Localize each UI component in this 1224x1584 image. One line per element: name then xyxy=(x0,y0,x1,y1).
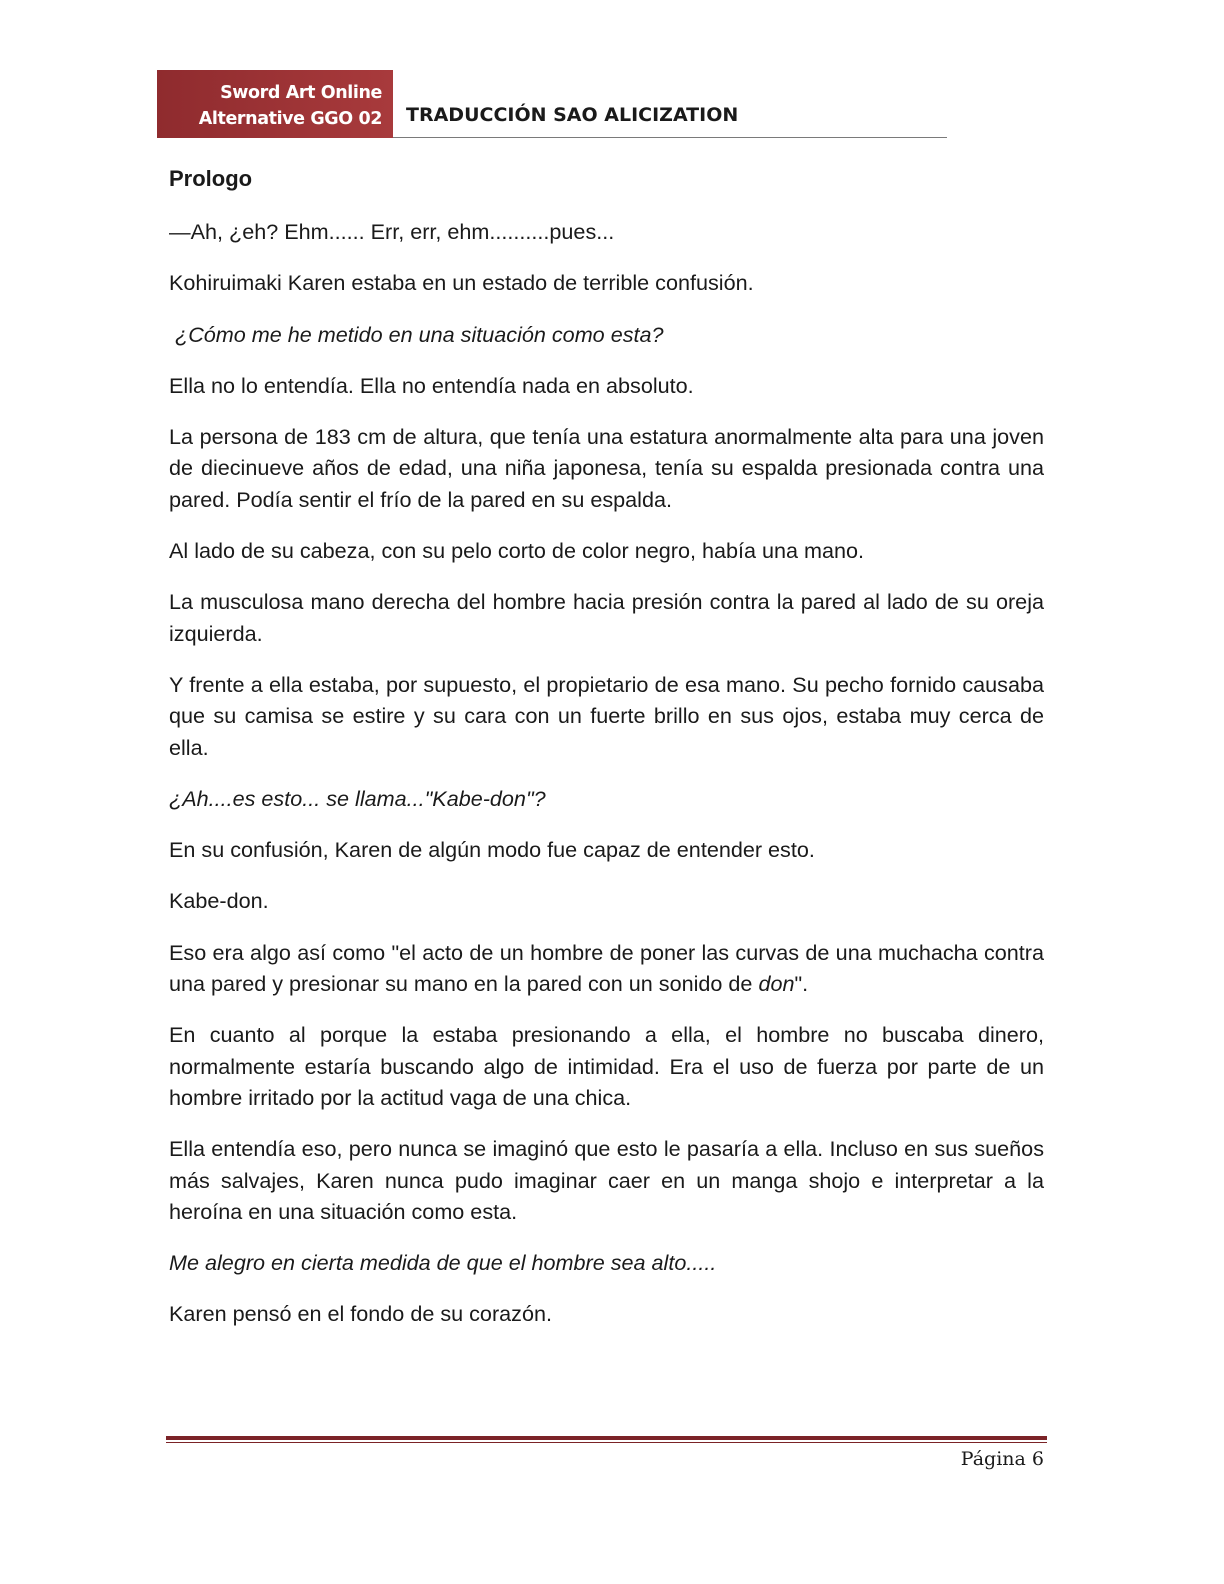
header-title: TRADUCCIÓN SAO ALICIZATION xyxy=(406,104,739,126)
paragraph: Ella no lo entendía. Ella no entendía nada en absoluto. xyxy=(169,372,694,398)
paragraph: Al lado de su cabeza, con su pelo corto de color negro, había una mano. xyxy=(169,538,865,564)
paragraph-emphasis: don xyxy=(758,971,795,997)
footer-rule-thick xyxy=(166,1436,1047,1440)
paragraph-thought: ¿Ah....es esto... se llama..."Kabe-don"? xyxy=(169,785,546,811)
series-label-line1: Sword Art Online xyxy=(220,83,382,103)
paragraph: Kabe-don. xyxy=(169,888,269,914)
series-label-box xyxy=(157,70,393,138)
paragraph-text: Eso era algo así como "el acto de un hombre de poner las curvas de una muchacha contra una pared y presionar su mano en la pared con un sonido de xyxy=(169,939,1044,997)
paragraph-thought: ¿Cómo me he metido en una situación como esta? xyxy=(175,321,664,347)
paragraph: En cuanto al porque la estaba presionando a ella, el hombre no buscaba dinero, normalmente estaría buscando algo de intimidad. Era el uso de fuerza por parte de un hombre irritado por la actitud vaga de una chica. xyxy=(169,1022,1044,1110)
chapter-title: Prologo xyxy=(169,166,253,191)
page-header xyxy=(157,70,947,138)
page-number: Página 6 xyxy=(960,1448,1044,1470)
footer-rule-thin xyxy=(166,1442,1047,1443)
paragraph-text-end: ". xyxy=(794,971,809,997)
header-divider xyxy=(393,137,947,138)
paragraph: La musculosa mano derecha del hombre hacia presión contra la pared al lado de su oreja izquierda. xyxy=(169,589,1044,646)
document-body xyxy=(169,163,1044,1350)
paragraph-thought: Me alegro en cierta medida de que el hombre sea alto..... xyxy=(169,1250,717,1276)
paragraph: —Ah, ¿eh? Ehm...... Err, err, ehm..........pues... xyxy=(169,219,615,244)
paragraph: Y frente a ella estaba, por supuesto, el propietario de esa mano. Su pecho fornido causaba que su camisa se estire y su cara con un fuerte brillo en sus ojos, estaba muy cerca de ella. xyxy=(169,671,1044,760)
paragraph: La persona de 183 cm de altura, que tenía una estatura anormalmente alta para una joven de diecinueve años de edad, una niña japonesa, tenía su espalda presionada contra una pared. Podía sentir el frío de la pared en su espalda. xyxy=(169,424,1044,512)
series-label-line2: Alternative GGO 02 xyxy=(198,109,382,129)
paragraph xyxy=(169,937,1044,1000)
paragraph: En su confusión, Karen de algún modo fue capaz de entender esto. xyxy=(169,837,815,863)
paragraph: Karen pensó en el fondo de su corazón. xyxy=(169,1301,552,1327)
paragraph: Kohiruimaki Karen estaba en un estado de terrible confusión. xyxy=(169,270,754,296)
paragraph: Ella entendía eso, pero nunca se imaginó que esto le pasaría a ella. Incluso en sus sueños más salvajes, Karen nunca pudo imaginar caer en un manga shojo e interpretar a la heroína en una situación como esta. xyxy=(169,1136,1044,1224)
